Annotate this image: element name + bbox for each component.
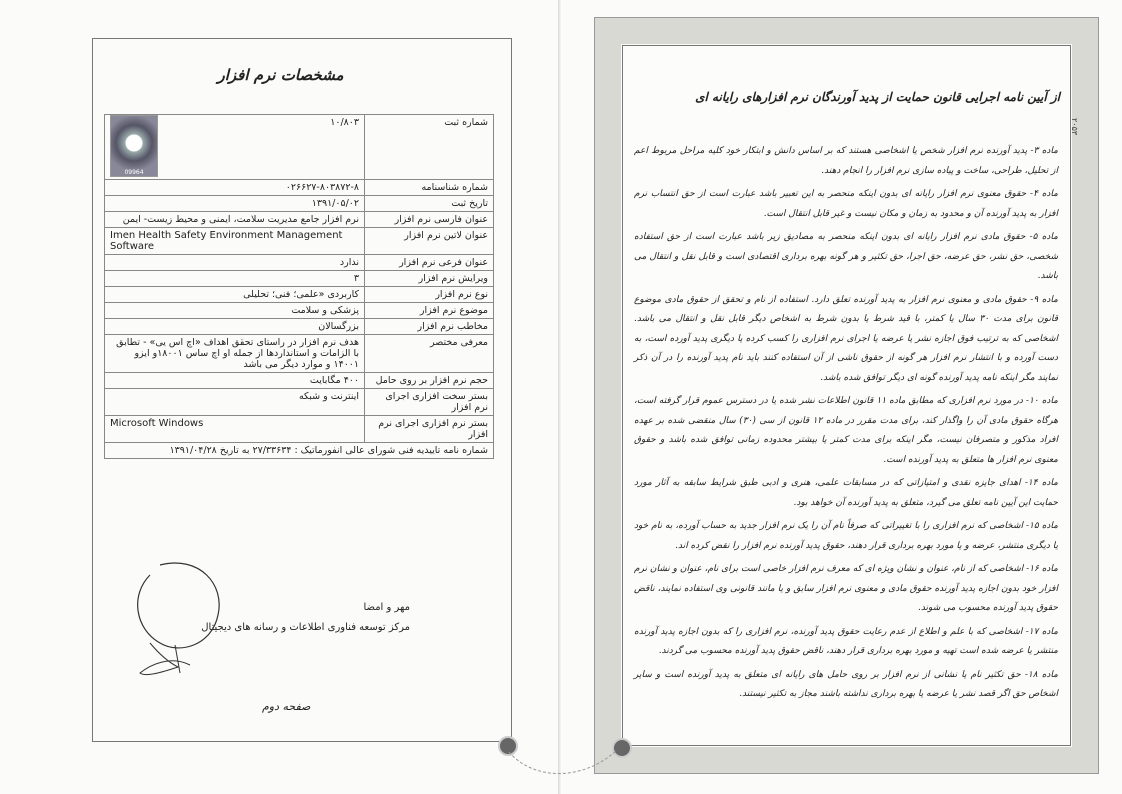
issuing-center: مرکز توسعه فناوری اطلاعات و رسانه های دیجیتال [201,622,410,633]
spec-label: حجم نرم افزار بر روی حامل [365,373,494,389]
spec-label: ویرایش نرم افزار [365,271,494,287]
signature-stamp [120,555,230,685]
spec-value: ۳ [105,271,365,287]
page-number: صفحه دوم [262,700,311,713]
spec-label: شماره ثبت [365,115,494,180]
spec-row [105,373,494,389]
spec-value: هدف نرم افزار در راستای تحقق اهداف «اچ اس یی» - تطابق با الزامات و استانداردها از جمله او اچ ساس ۱۸۰۰۱و ایزو ۱۴۰۰۱ و موارد دیگر می باشد [105,335,365,373]
spec-value: کاربردی «علمی؛ فنی؛ تحلیلی [105,287,365,303]
spec-value: Microsoft Windows [105,416,365,443]
spec-label: نوع نرم افزار [365,287,494,303]
spec-row [105,180,494,196]
spec-value: ۰۲۶۶۲۷-۸۰۳۸۷۲-۸ [105,180,365,196]
seal-label: مهر و امضا [363,602,410,613]
law-article: ماده ۱۶- اشخاصی که از نام، عنوان و نشان ویژه ای که معرف نرم افزار خاصی است برای نام، عنوان و نشان نرم افزار خود بدون اجازه پدید آورنده حقوق مادی و معنوی نرم افزار سابق و یا مانند قانونی وی استفاده نمایند، ناقض حقوق پدید آورنده محسوب می شوند. [634,564,1058,613]
spec-value: ندارد [105,255,365,271]
spec-value: پزشکی و سلامت [105,303,365,319]
law-article: ماده ۱۴- اهدای جایزه نقدی و امتیازاتی که در مسابقات علمی، هنری و ادبی طبق شرایط سابقه به آثار مورد حمایت این آیین نامه تعلق می گیرد، متعلق به پدید آورنده آن خواهد بود. [634,478,1058,508]
law-articles [634,142,1058,709]
spec-label: بستر سخت افزاری اجرای نرم افزار [365,389,494,416]
spec-row [105,271,494,287]
binder-string [505,744,625,784]
spec-value: بزرگسالان [105,319,365,335]
spec-row [105,228,494,255]
law-article: ماده ۹- حقوق مادی و معنوی نرم افزار به پدید آورنده تعلق دارد. استفاده از نام و تحقق از حقوق مادی موضوع قانون برای مدت ۳۰ سال یا کمتر، با قید شرط یا بدون شرط به اشخاص دیگر قابل نقل و انتقال می باشد. اشخاصی که به ترتیب فوق اجازه نشر یا عرضه یا اجرای نرم افزاری را کسب کرده یا دیگری پدید آورده است، به دست آورده و با انتشار نرم افزار هر گونه از حقوق ناشی از آن استفاده کنند باید نام پدید آورنده را در آن ذکر نمایند مگر اینکه نامه پدید آورنده گونه ای دیگر توافق شده باشد. [634,294,1058,383]
law-article: ماده ۱۸- حق تکثیر نام یا نشانی از نرم افزار بر روی حامل های رایانه ای متعلق به پدید آورنده است و سایر اشخاص حق اگر قصد نشر یا عرضه یا بهره برداری نداشته باشند مجاز به تکثیر نیستند. [634,669,1058,699]
law-article: ماده ۵- حقوق مادی نرم افزار رایانه ای بدون اینکه منحصر به مصادیق زیر باشد عبارت است از حق استفاده شخصی، حق نشر، حق عرضه، حق اجرا، حق تکثیر و هر گونه بهره برداری اقتصادی است و قابل نقل و انتقال می باشد. [634,232,1058,281]
spec-label: معرفی مختصر [365,335,494,373]
law-title: از آیین نامه اجرایی قانون حمایت از پدید آورندگان نرم افزارهای رایانه ای [695,90,1060,104]
law-article: ماده ۱۷- اشخاصی که با علم و اطلاع از عدم رعایت حقوق پدید آورنده، نرم افزاری را که بدون اجازه پدید آورنده منتشر یا عرضه شده است تهیه و مورد بهره برداری قرار دهند، ناقض حقوق پدید آورنده محسوب می گردند. [634,626,1058,656]
law-article: ماده ۱۰- در مورد نرم افزاری که مطابق ماده ۱۱ قانون اطلاعات نشر شده یا در دسترس عموم قرار گرفته است، هرگاه حقوق مادی آن را واگذار کند، برای مدت مقرر در ماده ۱۲ قانون از سی (۳۰) سال منقضی شده بر عهده افراد مذکور و متصرفان نیست، مگر اینکه برای مدت کمتر یا بیشتر محدوده زمانی توافق شده باشد و حقوق معنوی نرم افزار ها متعلق به پدید آورنده است. [634,396,1058,465]
spec-label: تاریخ ثبت [365,196,494,212]
spec-label: عنوان فارسی نرم افزار [365,212,494,228]
spec-row [105,319,494,335]
spec-label: عنوان فرعی نرم افزار [365,255,494,271]
page-title: مشخصات نرم افزار [217,66,344,84]
spec-value: ۴۰۰ مگابایت [105,373,365,389]
hologram-seal: 09964 [110,115,158,177]
specification-table [104,114,494,459]
spec-row [105,389,494,416]
approval-row [105,443,494,459]
spec-row [105,196,494,212]
spec-value: 09964 ۱۰/۸۰۳ [105,115,365,180]
spec-row [105,335,494,373]
spec-row [105,115,494,180]
spec-label: بستر نرم افزاری اجرای نرم افزار [365,416,494,443]
spec-row [105,255,494,271]
spec-label: موضوع نرم افزار [365,303,494,319]
law-article: ماده ۳- پدید آورنده نرم افزار شخص یا اشخاصی هستند که بر اساس دانش و ابتکار خود کلیه مراحل مربوط اعم از تحلیل، طراحی، ساخت و پیاده سازی نرم افزار را انجام دهند. [634,146,1058,176]
spec-label: عنوان لاتین نرم افزار [365,228,494,255]
spec-row [105,287,494,303]
spec-row [105,416,494,443]
spec-value: Imen Health Safety Environment Management Software [105,228,365,255]
spec-value: اینترنت و شبکه [105,389,365,416]
spec-label: مخاطب نرم افزار [365,319,494,335]
spec-value: نرم افزار جامع مدیریت سلامت، ایمنی و محیط زیست- ایمن [105,212,365,228]
approval-info: شماره نامه تاییدیه فنی شورای عالی انفورماتیک : ۲۷/۳۳۶۳۴ به تاریخ ۱۳۹۱/۰۴/۲۸ [105,443,494,459]
spec-row [105,212,494,228]
law-article: ماده ۴- حقوق معنوی نرم افزار رایانه ای بدون اینکه منحصر به این تعبیر باشد عبارت است از حق انتساب نرم افزار به پدید آورنده آن و محدود به زمان و مکان نیست و غیر قابل انتقال است. [634,189,1058,219]
spec-value: ۱۳۹۱/۰۵/۰۲ [105,196,365,212]
spec-row [105,303,494,319]
law-article: ماده ۱۵- اشخاصی که نرم افزاری را با تغییراتی که صرفاً نام آن را یک نرم افزار جدید به حساب آورده، به نام خود یا دیگری منتشر، عرضه و یا مورد بهره برداری قرار دهند، حقوق پدید آورنده نرم افزار را نقض کرده اند. [634,521,1058,551]
specification-rows [105,115,494,459]
spec-label: شماره شناسنامه [365,180,494,196]
side-number: ۲۰۵۳ [1070,118,1079,136]
